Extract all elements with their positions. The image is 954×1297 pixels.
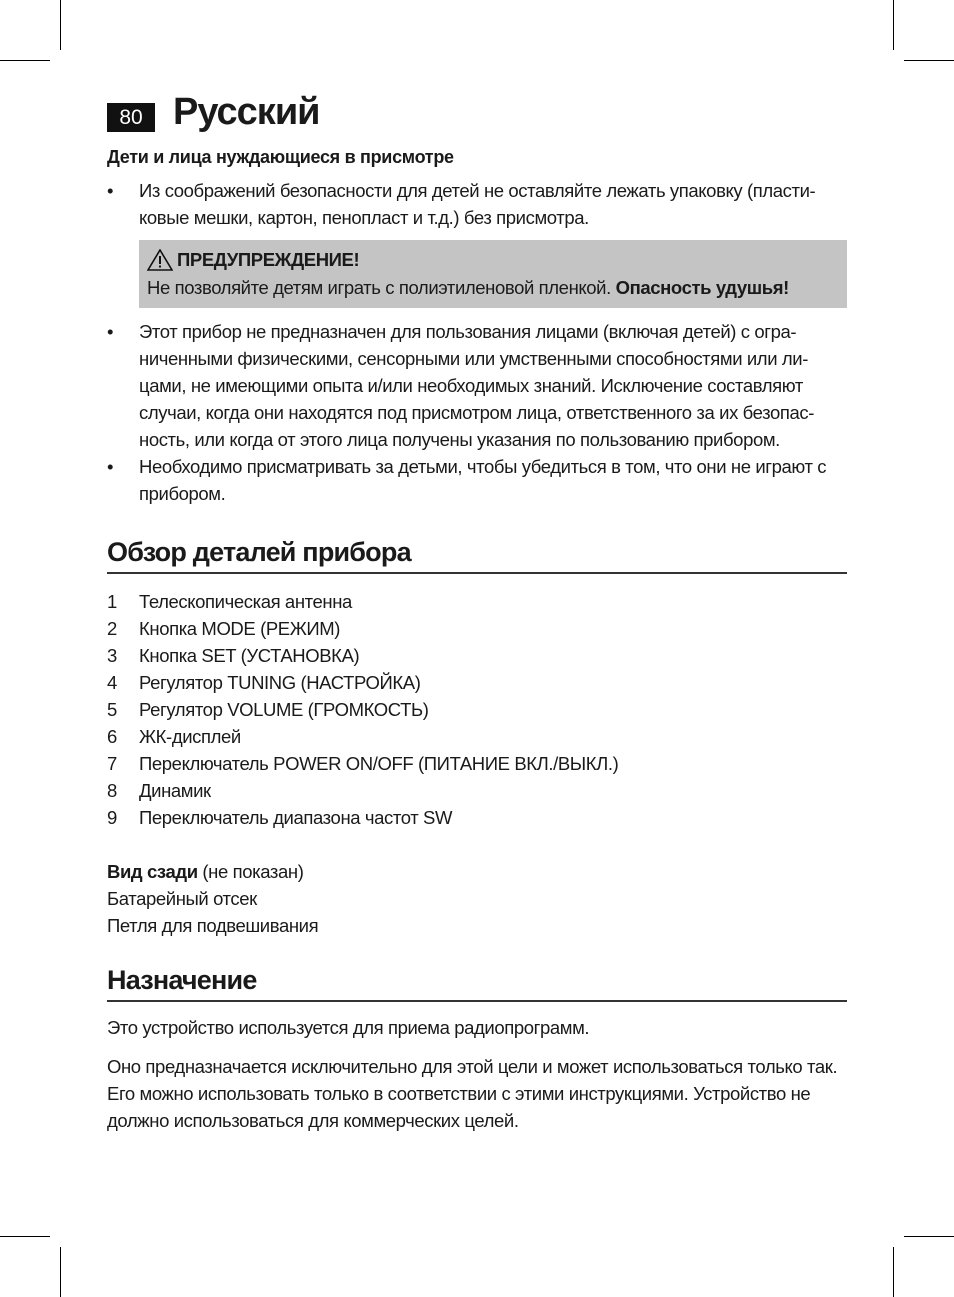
parts-section-title: Обзор деталей прибора [107, 537, 847, 574]
parts-item [107, 669, 847, 696]
purpose-paragraph: Его можно использовать только в соответствии с этими инструкциями. Устройство не должно использоваться для коммерческих целей. [107, 1083, 811, 1131]
item-text: Кнопка SET (УСТАНОВКА) [139, 645, 360, 666]
parts-item [107, 723, 847, 750]
item-text: Переключатель POWER ON/OFF (ПИТАНИЕ ВКЛ./ВЫКЛ.) [139, 753, 619, 774]
item-text: Кнопка MODE (РЕЖИМ) [139, 618, 341, 639]
item-number: 5 [107, 699, 117, 720]
safety-list [107, 177, 847, 231]
rear-view-line [107, 858, 847, 885]
crop-mark [60, 1247, 61, 1297]
list-item [107, 177, 847, 231]
list-item [107, 318, 847, 453]
list-item [107, 453, 847, 507]
bullet: • [107, 321, 114, 342]
item-number: 7 [107, 753, 117, 774]
parts-item [107, 696, 847, 723]
bullet: • [107, 456, 114, 477]
parts-list [107, 588, 847, 831]
parts-item [107, 777, 847, 804]
warning-triangle-icon [147, 249, 173, 271]
children-heading: Дети и лица нуждающиеся в присмотре [107, 147, 454, 167]
item-number: 6 [107, 726, 117, 747]
warning-label: ПРЕДУПРЕЖДЕНИЕ! [177, 249, 360, 270]
page-content [107, 144, 847, 1134]
item-number: 2 [107, 618, 117, 639]
purpose-section-title: Назначение [107, 965, 847, 1002]
warning-body: Не позволяйте детям играть с полиэтиленовой пленкой. [147, 277, 616, 298]
parts-item [107, 615, 847, 642]
item-text: Регулятор TUNING (НАСТРОЙКА) [139, 672, 421, 693]
item-number: 1 [107, 591, 117, 612]
crop-mark [904, 60, 954, 61]
warning-emphasis: Опасность удушья! [615, 277, 789, 298]
crop-mark [60, 0, 61, 50]
rear-item: Батарейный отсек [107, 888, 257, 909]
bullet-text: Необходимо присматривать за детьми, чтобы убедиться в том, что они не играют с прибором. [139, 456, 827, 504]
purpose-paragraph: Это устройство используется для приема радиопрограмм. [107, 1017, 590, 1038]
bullet: • [107, 180, 114, 201]
item-number: 4 [107, 672, 117, 693]
parts-item [107, 750, 847, 777]
crop-mark [893, 1247, 894, 1297]
crop-mark [893, 0, 894, 50]
parts-item [107, 804, 847, 831]
crop-mark [904, 1236, 954, 1237]
crop-mark [0, 1236, 50, 1237]
rear-view-label: Вид сзади [107, 861, 198, 882]
bullet-text: Этот прибор не предназначен для пользования лицами (включая детей) с огра-ниченными физическими, сенсорными или умственными способностями или ли-цами, не имеющими опыта и/или необходимых знаний. Исключение составляют случаи, когда они находятся под присмотром лица, ответственного за их безопас-ность, или когда от этого лица получены указания по пользованию прибором. [139, 321, 815, 450]
item-number: 9 [107, 807, 117, 828]
rear-item: Петля для подвешивания [107, 915, 319, 936]
warning-text [147, 274, 837, 302]
parts-item [107, 588, 847, 615]
item-text: Регулятор VOLUME (ГРОМКОСТЬ) [139, 699, 429, 720]
warning-box [139, 240, 847, 308]
purpose-paragraph: Оно предназначается исключительно для этой цели и может использоваться только так. [107, 1056, 838, 1077]
safety-list-continued [107, 318, 847, 507]
item-number: 3 [107, 645, 117, 666]
item-text: Динамик [139, 780, 211, 801]
page-number: 80 [107, 103, 155, 132]
crop-mark [0, 60, 50, 61]
language-title: Русский [173, 91, 320, 133]
parts-item [107, 642, 847, 669]
item-text: ЖК-дисплей [139, 726, 241, 747]
item-text: Телескопическая антенна [139, 591, 352, 612]
warning-header [147, 246, 837, 274]
item-text: Переключатель диапазона частот SW [139, 807, 453, 828]
item-number: 8 [107, 780, 117, 801]
rear-view-note: (не показан) [197, 861, 304, 882]
bullet-text: Из соображений безопасности для детей не оставляйте лежать упаковку (пласти-ковые мешки, картон, пенопласт и т.д.) без присмотра. [139, 180, 816, 228]
